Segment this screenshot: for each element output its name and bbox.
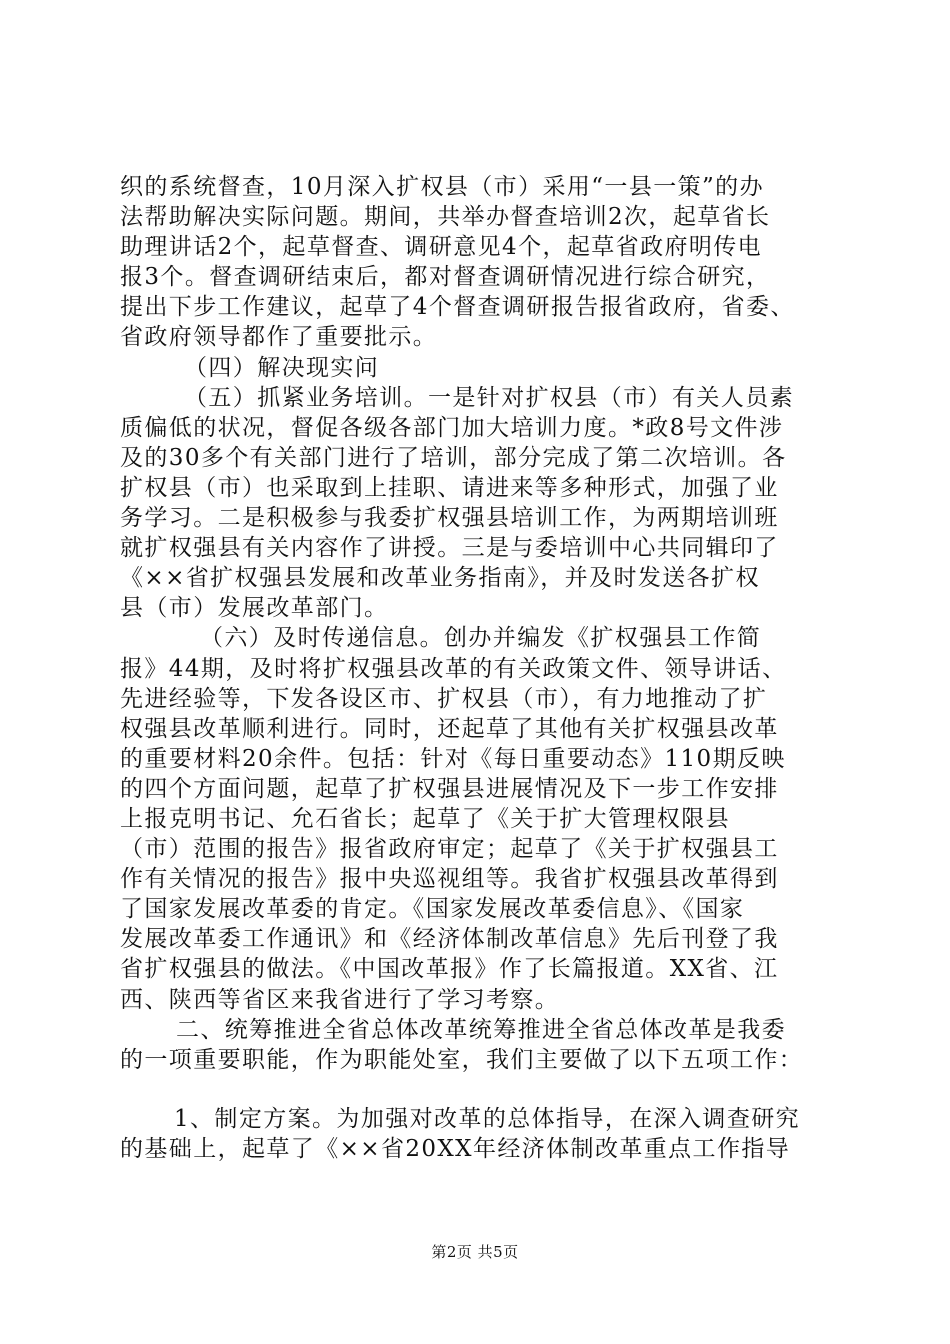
paragraph-start: 1、制定方案。为加强对改革的总体指导，在深入调查研究 xyxy=(174,1105,801,1132)
text-line: 《××省扩权强县发展和改革业务指南》，并及时发送各扩权 xyxy=(120,565,760,592)
text-line: 先进经验等，下发各设区市、扩权县（市），有力地推动了扩 xyxy=(120,685,768,712)
text-line: 西、陕西等省区来我省进行了学习考察。 xyxy=(120,986,560,1013)
text-line: 作有关情况的报告》报中央巡视组等。我省扩权强县改革得到 xyxy=(120,866,779,893)
page-number-footer: 第2页 共5页 xyxy=(431,1243,519,1261)
text-line: 织的系统督查，10月深入扩权县（市）采用“一县一策”的办 xyxy=(120,174,764,200)
text-line: 及的30多个有关部门进行了培训，部分完成了第二次培训。各 xyxy=(120,444,787,471)
text-line: 发展改革委工作通讯》和《经济体制改革信息》先后刊登了我 xyxy=(120,926,779,953)
text-line: （市）范围的报告》报省政府审定；起草了《关于扩权强县工 xyxy=(120,836,779,863)
document-body xyxy=(120,172,832,1164)
text-line: 报3个。督查调研结束后，都对督查调研情况进行综合研究， xyxy=(120,264,771,291)
text-line: 务学习。二是积极参与我委扩权强县培训工作，为两期培训班 xyxy=(120,505,779,532)
paragraph-start: （六）及时传递信息。创办并编发《扩权强县工作简 xyxy=(200,625,762,652)
paragraph-start: （五）抓紧业务培训。一是针对扩权县（市）有关人员素 xyxy=(184,384,794,411)
text-line: 了国家发展改革委的肯定。《国家发展改革委信息》、《国家 xyxy=(120,896,745,923)
paragraph-gap xyxy=(120,1075,832,1104)
text-line: 省政府领导都作了重要批示。 xyxy=(120,324,438,351)
text-line: 扩权县（市）也采取到上挂职、请进来等多种形式，加强了业 xyxy=(120,474,779,501)
text-line: 的重要材料20余件。包括：针对《每日重要动态》110期反映 xyxy=(120,745,786,772)
text-line: 县（市）发展改革部门。 xyxy=(120,595,389,622)
text-line: 权强县改革顺利进行。同时，还起草了其他有关扩权强县改革 xyxy=(120,715,779,742)
text-line: 上报克明书记、允石省长；起草了《关于扩大管理权限县 xyxy=(120,805,730,832)
text-line: 的四个方面问题，起草了扩权强县进展情况及下一步工作安排 xyxy=(120,775,779,802)
text-line: 的基础上，起草了《××省20XX年经济体制改革重点工作指导 xyxy=(120,1135,791,1162)
text-line: 提出下步工作建议，起草了4个督查调研报告报省政府，省委、 xyxy=(120,294,795,321)
text-line: 的一项重要职能，作为职能处室，我们主要做了以下五项工作： xyxy=(120,1046,804,1073)
text-line: 就扩权强县有关内容作了讲授。三是与委培训中心共同辑印了 xyxy=(120,535,779,562)
text-line: 助理讲话2个，起草督查、调研意见4个，起草省政府明传电 xyxy=(120,234,763,261)
text-line: 法帮助解决实际问题。期间，共举办督查培训2次，起草省长 xyxy=(120,204,771,231)
section-heading: （四）解决现实问 xyxy=(184,354,380,381)
paragraph-start: 二、统筹推进全省总体改革统筹推进全省总体改革是我委 xyxy=(176,1016,786,1043)
text-line: 质偏低的状况，督促各级各部门加大培训力度。*政8号文件涉 xyxy=(120,414,784,441)
text-line: 省扩权强县的做法。《中国改革报》作了长篇报道。XX省、江 xyxy=(120,956,779,983)
text-line: 报》44期，及时将扩权强县改革的有关政策文件、领导讲话、 xyxy=(120,655,787,682)
